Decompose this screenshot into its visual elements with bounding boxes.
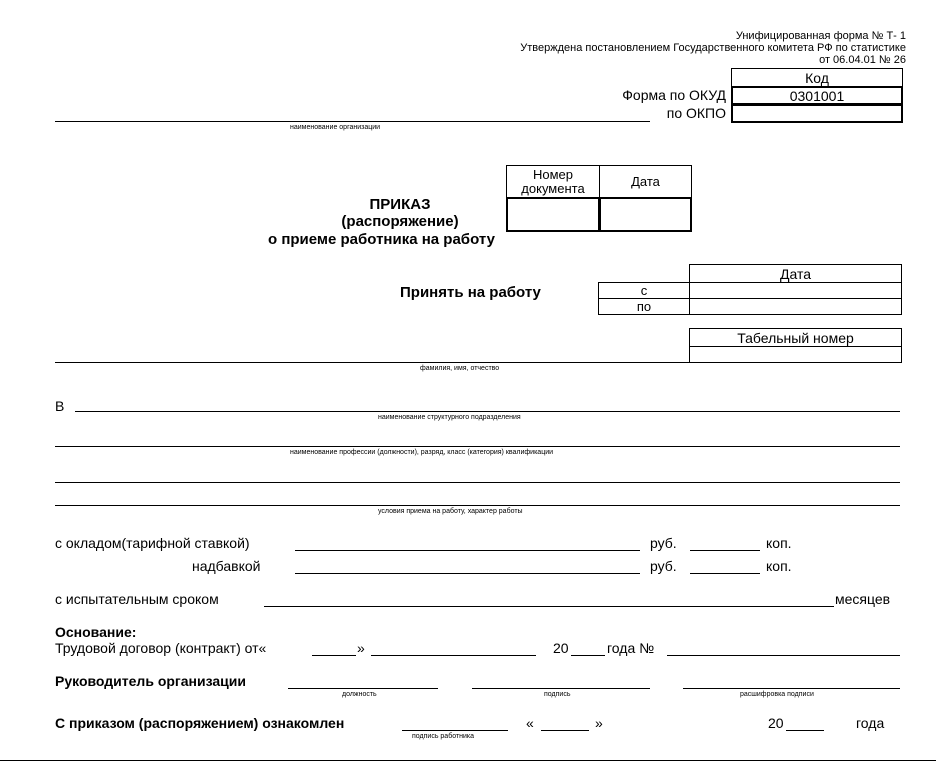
fio-line[interactable] bbox=[55, 362, 691, 363]
hire-from-date[interactable] bbox=[689, 282, 902, 299]
contract-month-field[interactable] bbox=[371, 655, 536, 656]
in-label: В bbox=[55, 398, 65, 414]
head-signature-field[interactable] bbox=[472, 688, 650, 689]
probation-field[interactable] bbox=[264, 606, 834, 607]
tab-number-field[interactable] bbox=[689, 346, 902, 363]
contract-year-field[interactable] bbox=[571, 655, 605, 656]
order-title: ПРИКАЗ bbox=[369, 196, 431, 213]
salary-rub-field[interactable] bbox=[295, 550, 640, 551]
contract-number-field[interactable] bbox=[667, 655, 900, 656]
conditions-line-2[interactable] bbox=[55, 505, 900, 506]
department-line[interactable] bbox=[75, 411, 900, 412]
form-id-line: Унифицированная форма № Т- 1 bbox=[735, 30, 906, 42]
contract-year-prefix: 20 bbox=[553, 640, 569, 656]
ack-day-field[interactable] bbox=[541, 730, 589, 731]
ack-quote-close: » bbox=[595, 715, 603, 731]
kod-header: Код bbox=[731, 68, 903, 87]
department-caption: наименование структурного подразделения bbox=[378, 414, 521, 421]
ack-label: С приказом (распоряжением) ознакомлен bbox=[55, 715, 345, 731]
contract-quote-close: » bbox=[357, 640, 365, 656]
probation-label: с испытательным сроком bbox=[55, 591, 219, 607]
doc-number-field[interactable] bbox=[506, 197, 600, 232]
contract-label: Трудовой договор (контракт) от« bbox=[55, 640, 267, 656]
bonus-label: надбавкой bbox=[192, 558, 261, 574]
salary-rub-label: руб. bbox=[650, 535, 677, 551]
bonus-kop-label: коп. bbox=[766, 558, 792, 574]
contract-day-field[interactable] bbox=[312, 655, 356, 656]
profession-line[interactable] bbox=[55, 446, 900, 447]
worker-signature-field[interactable] bbox=[402, 730, 508, 731]
ack-year-field[interactable] bbox=[786, 730, 824, 731]
organization-caption: наименование организации bbox=[290, 124, 381, 131]
order-purpose: о приеме работника на работу bbox=[268, 231, 495, 248]
head-signature-caption: подпись bbox=[544, 691, 571, 698]
organization-line[interactable] bbox=[55, 121, 650, 122]
basis-label: Основание: bbox=[55, 624, 137, 640]
worker-signature-caption: подпись работника bbox=[412, 733, 475, 740]
bonus-rub-label: руб. bbox=[650, 558, 677, 574]
hire-to-date[interactable] bbox=[689, 298, 902, 315]
order-subtitle: (распоряжение) bbox=[341, 213, 459, 230]
ack-quote-open: « bbox=[526, 715, 534, 731]
head-decoding-caption: расшифровка подписи bbox=[740, 691, 814, 698]
approval-date-line: от 06.04.01 № 26 bbox=[819, 54, 906, 66]
conditions-caption: условия приема на работу, характер работы bbox=[378, 508, 523, 515]
hire-to-label: по bbox=[598, 298, 690, 315]
tab-number-header: Табельный номер bbox=[689, 328, 902, 347]
conditions-line-1[interactable] bbox=[55, 482, 900, 483]
head-position-caption: должность bbox=[342, 691, 377, 698]
okud-label: Форма по ОКУД bbox=[622, 87, 726, 103]
okud-code[interactable]: 0301001 bbox=[731, 86, 903, 105]
fio-caption: фамилия, имя, отчество bbox=[420, 365, 500, 372]
head-position-field[interactable] bbox=[288, 688, 438, 689]
contract-year-suffix: года № bbox=[607, 640, 655, 656]
profession-caption: наименование профессии (должности), разряд, класс (категория) квалификации bbox=[290, 449, 554, 456]
bonus-rub-field[interactable] bbox=[295, 573, 640, 574]
doc-date-field[interactable] bbox=[599, 197, 692, 232]
approval-line: Утверждена постановлением Государственного комитета РФ по статистике bbox=[520, 42, 906, 54]
ack-year-suffix: года bbox=[856, 715, 885, 731]
salary-kop-label: коп. bbox=[766, 535, 792, 551]
salary-label: с окладом(тарифной ставкой) bbox=[55, 535, 250, 551]
head-label: Руководитель организации bbox=[55, 673, 246, 689]
hire-from-label: с bbox=[598, 282, 690, 299]
doc-number-header: Номер документа bbox=[506, 165, 600, 198]
ack-year-prefix: 20 bbox=[768, 715, 784, 731]
bonus-kop-field[interactable] bbox=[690, 573, 760, 574]
head-decoding-field[interactable] bbox=[683, 688, 900, 689]
okpo-code[interactable] bbox=[731, 104, 903, 123]
hire-date-header: Дата bbox=[689, 264, 902, 283]
hire-label: Принять на работу bbox=[400, 284, 541, 301]
doc-date-header: Дата bbox=[599, 165, 692, 198]
salary-kop-field[interactable] bbox=[690, 550, 760, 551]
probation-unit: месяцев bbox=[835, 591, 891, 607]
okpo-label: по ОКПО bbox=[666, 105, 726, 121]
page-bottom-rule bbox=[0, 760, 936, 761]
